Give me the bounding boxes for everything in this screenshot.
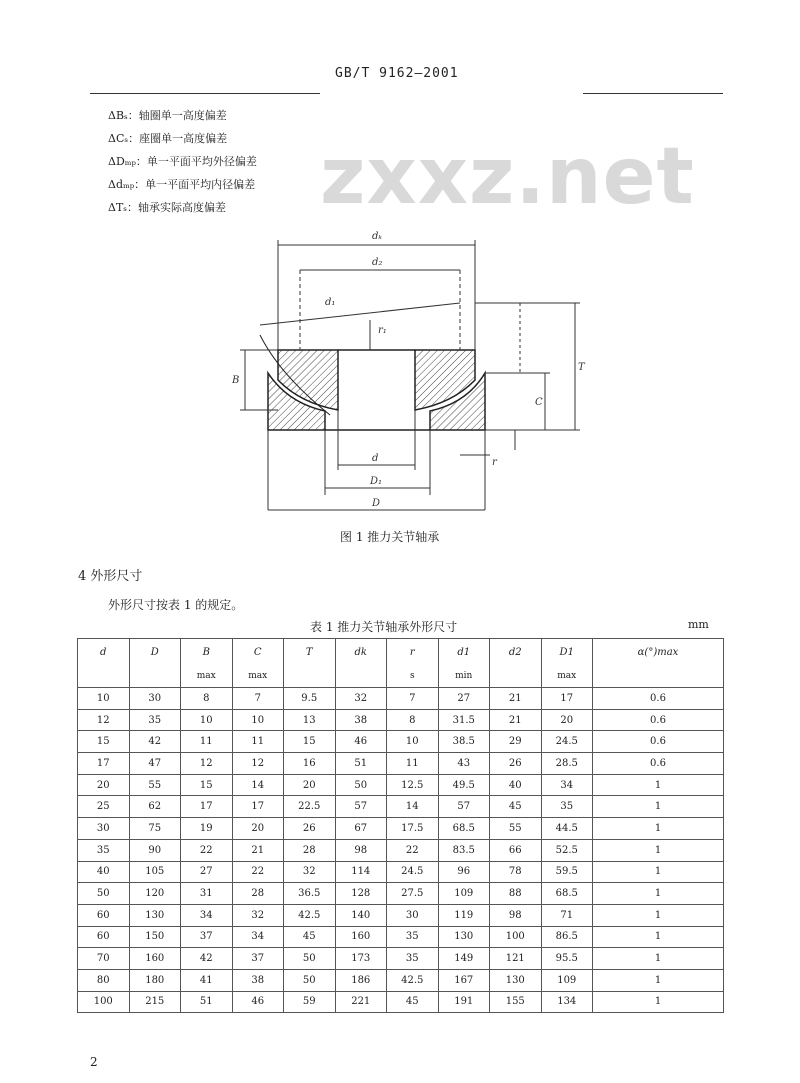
table-cell: 1 [593, 926, 724, 948]
table-cell: 160 [335, 926, 387, 948]
table-cell: 11 [232, 731, 284, 753]
table-cell: 221 [335, 991, 387, 1013]
table-cell: 1 [593, 796, 724, 818]
table-cell: 42 [129, 731, 181, 753]
table-cell: 186 [335, 969, 387, 991]
table-cell: 1 [593, 904, 724, 926]
table-cell: 27 [438, 688, 490, 710]
table-cell: 50 [78, 883, 130, 905]
table-cell: 20 [232, 818, 284, 840]
table-row [78, 688, 724, 710]
table-cell: 44.5 [541, 818, 593, 840]
table-cell: 191 [438, 991, 490, 1013]
table-cell: 12 [232, 753, 284, 775]
table-cell: 59 [284, 991, 336, 1013]
table-cell: 215 [129, 991, 181, 1013]
table-cell: 67 [335, 818, 387, 840]
definition-delta-ts: ΔTₛ：轴承实际高度偏差 [108, 201, 226, 214]
label-d: d [372, 453, 379, 464]
table-row [78, 904, 724, 926]
table-cell: 88 [490, 883, 542, 905]
col-D: D [129, 639, 181, 666]
table-cell: 75 [129, 818, 181, 840]
table-cell: 45 [284, 926, 336, 948]
table-cell: 0.6 [593, 731, 724, 753]
table-cell: 105 [129, 861, 181, 883]
table-row [78, 861, 724, 883]
table-cell: 10 [387, 731, 439, 753]
table-cell: 71 [541, 904, 593, 926]
table-cell: 1 [593, 948, 724, 970]
table-cell: 62 [129, 796, 181, 818]
table-cell: 1 [593, 839, 724, 861]
table-cell: 31.5 [438, 709, 490, 731]
table-cell: 19 [181, 818, 233, 840]
table-cell: 119 [438, 904, 490, 926]
table-cell: 15 [181, 774, 233, 796]
table-cell: 30 [129, 688, 181, 710]
col-dk: dk [335, 639, 387, 666]
table-row [78, 796, 724, 818]
table-cell: 35 [541, 796, 593, 818]
table-cell: 42.5 [284, 904, 336, 926]
table-cell: 26 [284, 818, 336, 840]
table-cell: 28.5 [541, 753, 593, 775]
table-cell: 32 [232, 904, 284, 926]
table-cell: 160 [129, 948, 181, 970]
sub-r: s [387, 665, 439, 688]
table-row [78, 818, 724, 840]
table-cell: 0.6 [593, 709, 724, 731]
table-cell: 80 [78, 969, 130, 991]
table-cell: 46 [335, 731, 387, 753]
table-cell: 68.5 [438, 818, 490, 840]
table-row [78, 991, 724, 1013]
table-cell: 14 [232, 774, 284, 796]
table-cell: 96 [438, 861, 490, 883]
table-cell: 15 [78, 731, 130, 753]
table-cell: 32 [284, 861, 336, 883]
label-D1: D₁ [370, 476, 383, 487]
table-row [78, 839, 724, 861]
table-cell: 30 [78, 818, 130, 840]
table-cell: 12.5 [387, 774, 439, 796]
col-T: T [284, 639, 336, 666]
table-cell: 38.5 [438, 731, 490, 753]
table-cell: 37 [232, 948, 284, 970]
table-cell: 109 [438, 883, 490, 905]
table-cell: 95.5 [541, 948, 593, 970]
table-cell: 16 [284, 753, 336, 775]
label-D: D [372, 498, 381, 509]
table-cell: 22 [181, 839, 233, 861]
table-cell: 167 [438, 969, 490, 991]
bearing-drawing [230, 225, 590, 520]
table-cell: 10 [181, 709, 233, 731]
table-cell: 55 [490, 818, 542, 840]
table-cell: 46 [232, 991, 284, 1013]
table-cell: 42 [181, 948, 233, 970]
col-d: d [78, 639, 130, 666]
definition-delta-bs: ΔBₛ：轴圈单一高度偏差 [108, 109, 227, 122]
table-cell: 22.5 [284, 796, 336, 818]
table-cell: 17 [541, 688, 593, 710]
table-cell: 130 [438, 926, 490, 948]
table-cell: 31 [181, 883, 233, 905]
table-cell: 1 [593, 818, 724, 840]
table-row [78, 883, 724, 905]
table-cell: 180 [129, 969, 181, 991]
table-cell: 30 [387, 904, 439, 926]
table-cell: 20 [541, 709, 593, 731]
col-C: C [232, 639, 284, 666]
sub-T [284, 665, 336, 688]
section-title: 4 外形尺寸 [78, 569, 143, 584]
table-cell: 1 [593, 991, 724, 1013]
table-cell: 140 [335, 904, 387, 926]
label-r1: r₁ [378, 325, 387, 336]
table-cell: 78 [490, 861, 542, 883]
table-cell: 1 [593, 861, 724, 883]
table-cell: 173 [335, 948, 387, 970]
col-B: B [181, 639, 233, 666]
table-cell: 86.5 [541, 926, 593, 948]
table-cell: 35 [78, 839, 130, 861]
table-cell: 1 [593, 883, 724, 905]
sub-d2 [490, 665, 542, 688]
table-cell: 14 [387, 796, 439, 818]
table-cell: 32 [335, 688, 387, 710]
table-cell: 40 [490, 774, 542, 796]
table-cell: 120 [129, 883, 181, 905]
table-cell: 0.6 [593, 688, 724, 710]
table-row [78, 753, 724, 775]
table-cell: 57 [335, 796, 387, 818]
label-r: r [492, 457, 497, 468]
label-d1-top: d₁ [325, 297, 336, 308]
label-B: B [232, 375, 240, 386]
definition-delta-dmp-outer: ΔDₘₚ：单一平面平均外径偏差 [108, 155, 257, 168]
col-r: r [387, 639, 439, 666]
table-cell: 11 [387, 753, 439, 775]
table-cell: 59.5 [541, 861, 593, 883]
table-cell: 22 [387, 839, 439, 861]
table-cell: 29 [490, 731, 542, 753]
table-cell: 50 [284, 948, 336, 970]
table-row [78, 969, 724, 991]
dimensions-table [77, 638, 724, 1013]
table-cell: 24.5 [541, 731, 593, 753]
watermark: zxxz.net [320, 132, 695, 222]
table-cell: 149 [438, 948, 490, 970]
table-cell: 35 [387, 926, 439, 948]
table-cell: 60 [78, 926, 130, 948]
table-cell: 9.5 [284, 688, 336, 710]
table-cell: 51 [335, 753, 387, 775]
table-cell: 35 [387, 948, 439, 970]
table-cell: 45 [387, 991, 439, 1013]
definition-delta-dmp-inner: Δdₘₚ：单一平面平均内径偏差 [108, 178, 256, 191]
table-cell: 60 [78, 904, 130, 926]
table-cell: 36.5 [284, 883, 336, 905]
table-cell: 114 [335, 861, 387, 883]
sub-D1: max [541, 665, 593, 688]
header-rule-left [90, 93, 320, 94]
table-cell: 8 [181, 688, 233, 710]
table-cell: 26 [490, 753, 542, 775]
table-cell: 27.5 [387, 883, 439, 905]
section-body: 外形尺寸按表 1 的规定。 [108, 598, 244, 612]
table-body [78, 688, 724, 1013]
sub-D [129, 665, 181, 688]
table-cell: 35 [129, 709, 181, 731]
label-T: T [578, 362, 585, 373]
table-cell: 40 [78, 861, 130, 883]
table-cell: 100 [490, 926, 542, 948]
table-cell: 100 [78, 991, 130, 1013]
table-cell: 150 [129, 926, 181, 948]
table-cell: 27 [181, 861, 233, 883]
col-d1: d1 [438, 639, 490, 666]
table-cell: 1 [593, 774, 724, 796]
definition-delta-cs: ΔCₛ：座圈单一高度偏差 [108, 132, 228, 145]
table-cell: 45 [490, 796, 542, 818]
table-cell: 50 [335, 774, 387, 796]
table-cell: 98 [335, 839, 387, 861]
sub-C: max [232, 665, 284, 688]
table-cell: 1 [593, 969, 724, 991]
table-cell: 134 [541, 991, 593, 1013]
table-cell: 42.5 [387, 969, 439, 991]
col-D1: D1 [541, 639, 593, 666]
table-row [78, 774, 724, 796]
table-cell: 20 [78, 774, 130, 796]
table-cell: 121 [490, 948, 542, 970]
sub-d1: min [438, 665, 490, 688]
label-C: C [535, 397, 543, 408]
label-d2: d₂ [372, 257, 383, 268]
standard-code: GB/T 9162—2001 [335, 66, 459, 81]
table-cell: 28 [232, 883, 284, 905]
figure-caption: 图 1 推力关节轴承 [340, 530, 440, 544]
table-subheader-row [78, 665, 724, 688]
table-header-row [78, 639, 724, 666]
table-cell: 50 [284, 969, 336, 991]
table-cell: 57 [438, 796, 490, 818]
table-title: 表 1 推力关节轴承外形尺寸 [310, 620, 458, 634]
table-row [78, 926, 724, 948]
table-cell: 17 [232, 796, 284, 818]
table-cell: 37 [181, 926, 233, 948]
table-cell: 128 [335, 883, 387, 905]
table-cell: 90 [129, 839, 181, 861]
table-cell: 43 [438, 753, 490, 775]
table-cell: 24.5 [387, 861, 439, 883]
table-cell: 28 [284, 839, 336, 861]
sub-alpha [593, 665, 724, 688]
table-cell: 41 [181, 969, 233, 991]
label-dk: dₖ [372, 231, 383, 242]
col-alpha: α(°)max [593, 639, 724, 666]
table-cell: 7 [387, 688, 439, 710]
table-cell: 34 [181, 904, 233, 926]
table-cell: 130 [129, 904, 181, 926]
table-row [78, 948, 724, 970]
table-cell: 55 [129, 774, 181, 796]
table-cell: 38 [232, 969, 284, 991]
table-cell: 12 [181, 753, 233, 775]
table-cell: 155 [490, 991, 542, 1013]
table-cell: 13 [284, 709, 336, 731]
table-cell: 10 [232, 709, 284, 731]
table-cell: 12 [78, 709, 130, 731]
table-row [78, 731, 724, 753]
table-cell: 66 [490, 839, 542, 861]
sub-d [78, 665, 130, 688]
table-cell: 34 [232, 926, 284, 948]
table-cell: 11 [181, 731, 233, 753]
table-cell: 47 [129, 753, 181, 775]
table-cell: 98 [490, 904, 542, 926]
table-cell: 8 [387, 709, 439, 731]
table-cell: 17 [181, 796, 233, 818]
col-d2: d2 [490, 639, 542, 666]
header-rule-right [583, 93, 723, 94]
table-cell: 7 [232, 688, 284, 710]
table-row [78, 709, 724, 731]
table-cell: 20 [284, 774, 336, 796]
table-cell: 70 [78, 948, 130, 970]
table-cell: 17.5 [387, 818, 439, 840]
table-cell: 68.5 [541, 883, 593, 905]
table-cell: 21 [232, 839, 284, 861]
table-cell: 34 [541, 774, 593, 796]
table-cell: 52.5 [541, 839, 593, 861]
table-cell: 51 [181, 991, 233, 1013]
sub-B: max [181, 665, 233, 688]
table-cell: 38 [335, 709, 387, 731]
table-cell: 25 [78, 796, 130, 818]
table-cell: 22 [232, 861, 284, 883]
table-cell: 49.5 [438, 774, 490, 796]
page-number: 2 [90, 1055, 98, 1069]
table-unit: mm [688, 618, 709, 631]
table-cell: 10 [78, 688, 130, 710]
table-cell: 15 [284, 731, 336, 753]
table-cell: 130 [490, 969, 542, 991]
table-cell: 21 [490, 709, 542, 731]
table-cell: 83.5 [438, 839, 490, 861]
table-cell: 17 [78, 753, 130, 775]
sub-dk [335, 665, 387, 688]
table-cell: 0.6 [593, 753, 724, 775]
table-cell: 21 [490, 688, 542, 710]
table-cell: 109 [541, 969, 593, 991]
